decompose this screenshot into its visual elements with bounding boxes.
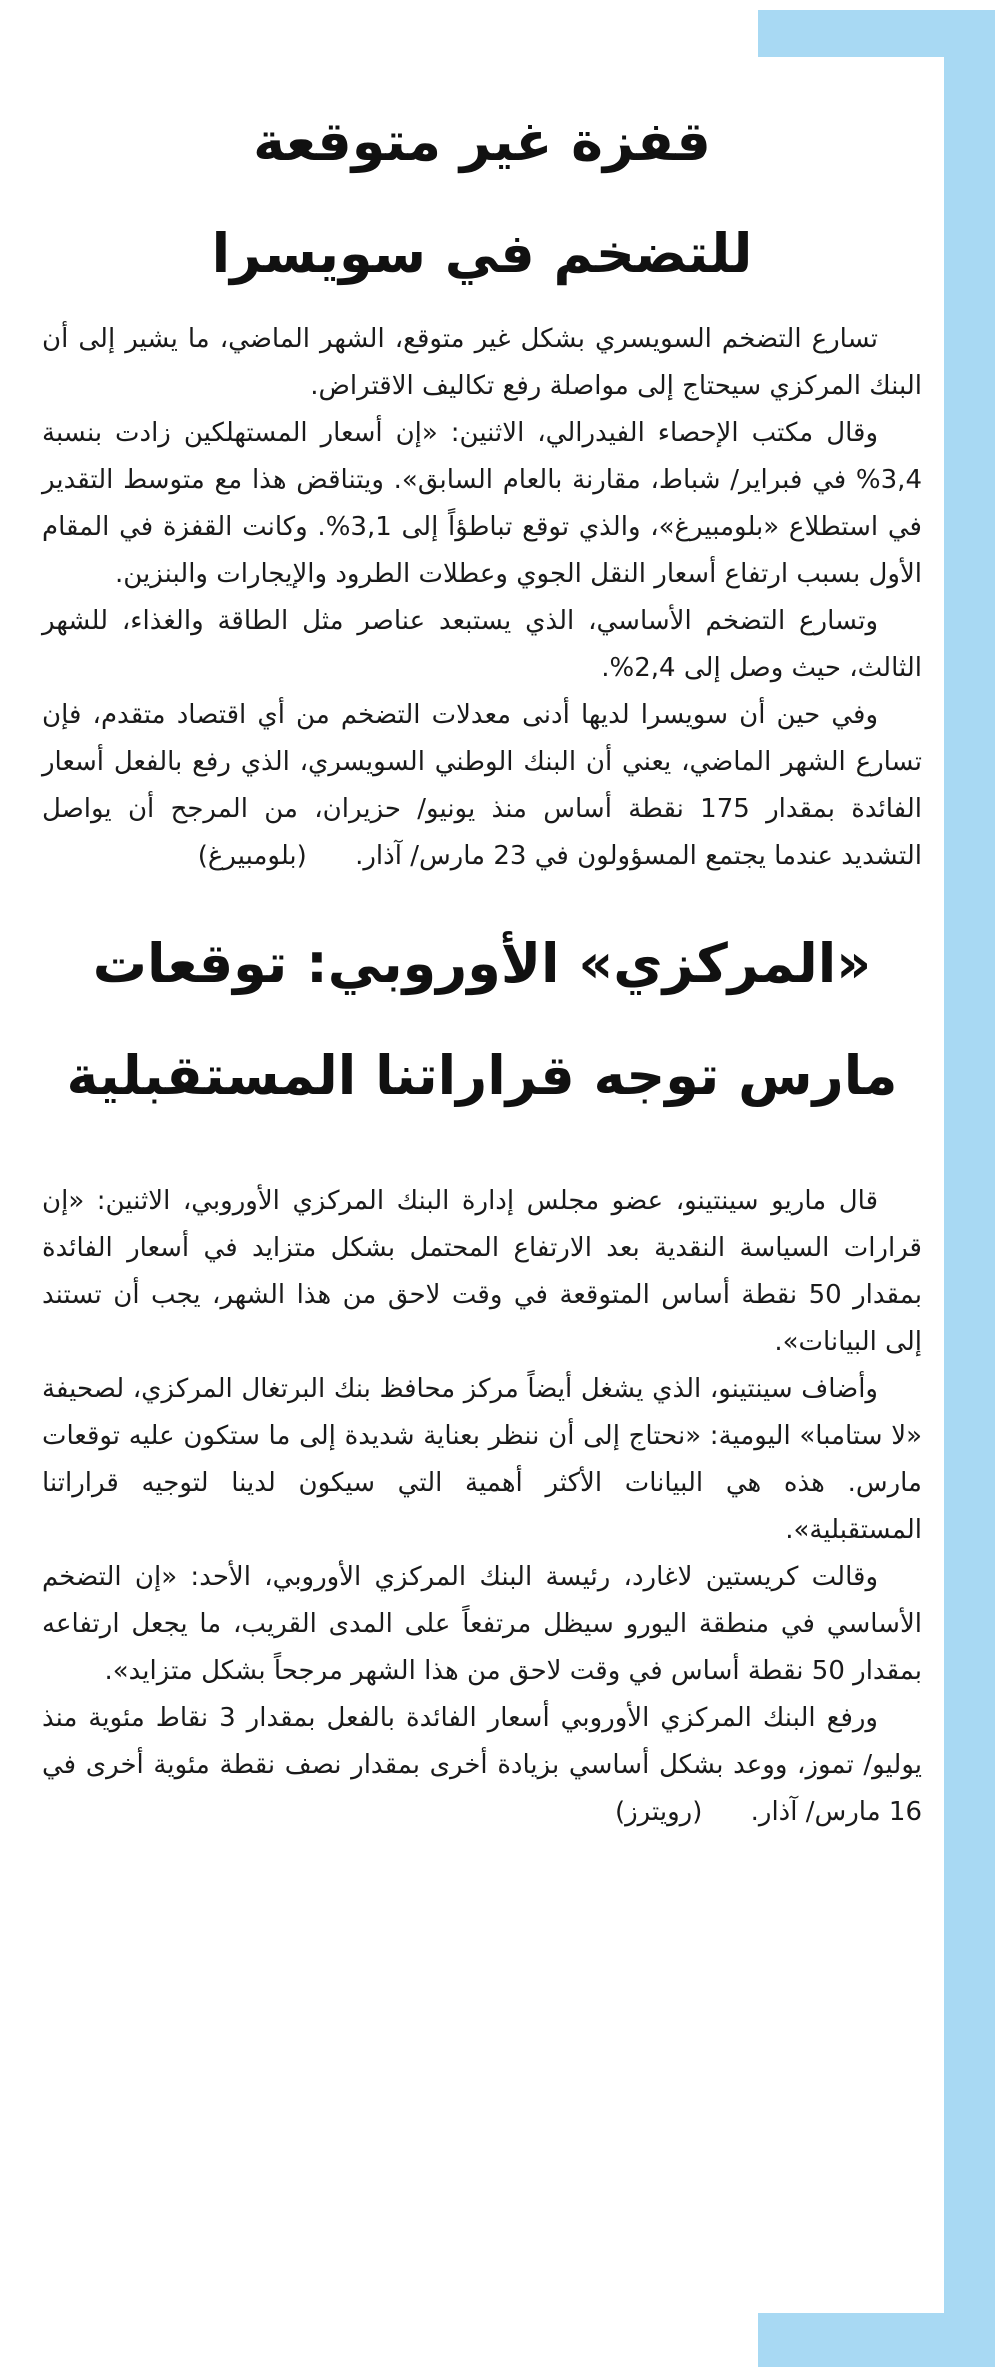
article-paragraph [42, 692, 922, 880]
headline-line-2: مارس توجه قراراتنا المستقبلية [66, 1044, 898, 1107]
article-paragraph: وتسارع التضخم الأساسي، الذي يستبعد عناصر مثل الطاقة والغذاء، للشهر الثالث، حيث وصل إلى 2,4%. [42, 606, 922, 683]
article-paragraph: وأضاف سينتينو، الذي يشغل أيضاً مركز محافظ بنك البرتغال المركزي، لصحيفة «لا ستامبا» اليومية: «نحتاج إلى أن ننظر بعناية شديدة إلى ما ستكون عليه توقعات مارس. هذه هي البيانات الأكثر أهمية التي سيكون لدينا لتوجيه قراراتنا المستقبلية». [42, 1374, 922, 1545]
article-headline [42, 86, 922, 310]
decorative-frame-bottom [758, 2313, 995, 2367]
headline-line-1: قفزة غير متوقعة [253, 110, 711, 173]
article-ecb-forecasts [42, 908, 922, 1836]
article-paragraph [42, 1695, 922, 1836]
headline-line-1: «المركزي» الأوروبي: توقعات [92, 932, 872, 995]
decorative-frame-right [944, 10, 995, 2367]
articles-column [42, 72, 922, 1836]
article-paragraph: قال ماريو سينتينو، عضو مجلس إدارة البنك المركزي الأوروبي، الاثنين: «إن قرارات السياسة النقدية بعد الارتفاع المحتمل بشكل متزايد في أسعار الفائدة بمقدار 50 نقطة أساس المتوقعة في وقت لاحق من هذا الشهر، يجب أن تستند إلى البيانات». [42, 1186, 922, 1357]
source-credit: (رويترز) [614, 1797, 703, 1827]
article-swiss-inflation [42, 86, 922, 880]
headline-line-2: للتضخم في سويسرا [211, 222, 753, 285]
article-paragraph: وقالت كريستين لاغارد، رئيسة البنك المركزي الأوروبي، الأحد: «إن التضخم الأساسي في منطقة اليورو سيظل مرتفعاً على المدى القريب، ما يجعل ارتفاعه بمقدار 50 نقطة أساس في وقت لاحق من هذا الشهر مرجحاً بشكل متزايد». [42, 1562, 922, 1686]
paragraph-text: ورفع البنك المركزي الأوروبي أسعار الفائدة بالفعل بمقدار 3 نقاط مئوية منذ يوليو/ تموز، ووعد بشكل أساسي بزيادة أخرى بمقدار نصف نقطة مئوية أخرى في 16 مارس/ آذار. [42, 1703, 922, 1827]
article-headline [42, 908, 922, 1132]
article-paragraph: تسارع التضخم السويسري بشكل غير متوقع، الشهر الماضي، ما يشير إلى أن البنك المركزي سيحتاج إلى مواصلة رفع تكاليف الاقتراض. [42, 324, 922, 401]
paragraph-text: وفي حين أن سويسرا لديها أدنى معدلات التضخم من أي اقتصاد متقدم، فإن تسارع الشهر الماضي، يعني أن البنك الوطني السويسري، الذي رفع بالفعل أسعار الفائدة بمقدار 175 نقطة أساس منذ يونيو/ حزيران، من المرجح أن يواصل التشديد عندما يجتمع المسؤولون في 23 مارس/ آذار. [42, 700, 922, 871]
decorative-frame-top [758, 10, 995, 57]
article-paragraph: وقال مكتب الإحصاء الفيدرالي، الاثنين: «إن أسعار المستهلكين زادت بنسبة 3,4% في فبراير/ شباط، مقارنة بالعام السابق». ويتناقض هذا مع متوسط التقدير في استطلاع «بلومبيرغ»، والذي توقع تباطؤاً إلى 3,1%. وكانت القفزة في المقام الأول بسبب ارتفاع أسعار النقل الجوي وعطلات الطرود والإيجارات والبنزين. [42, 418, 922, 589]
source-credit: (بلومبيرغ) [197, 841, 307, 871]
